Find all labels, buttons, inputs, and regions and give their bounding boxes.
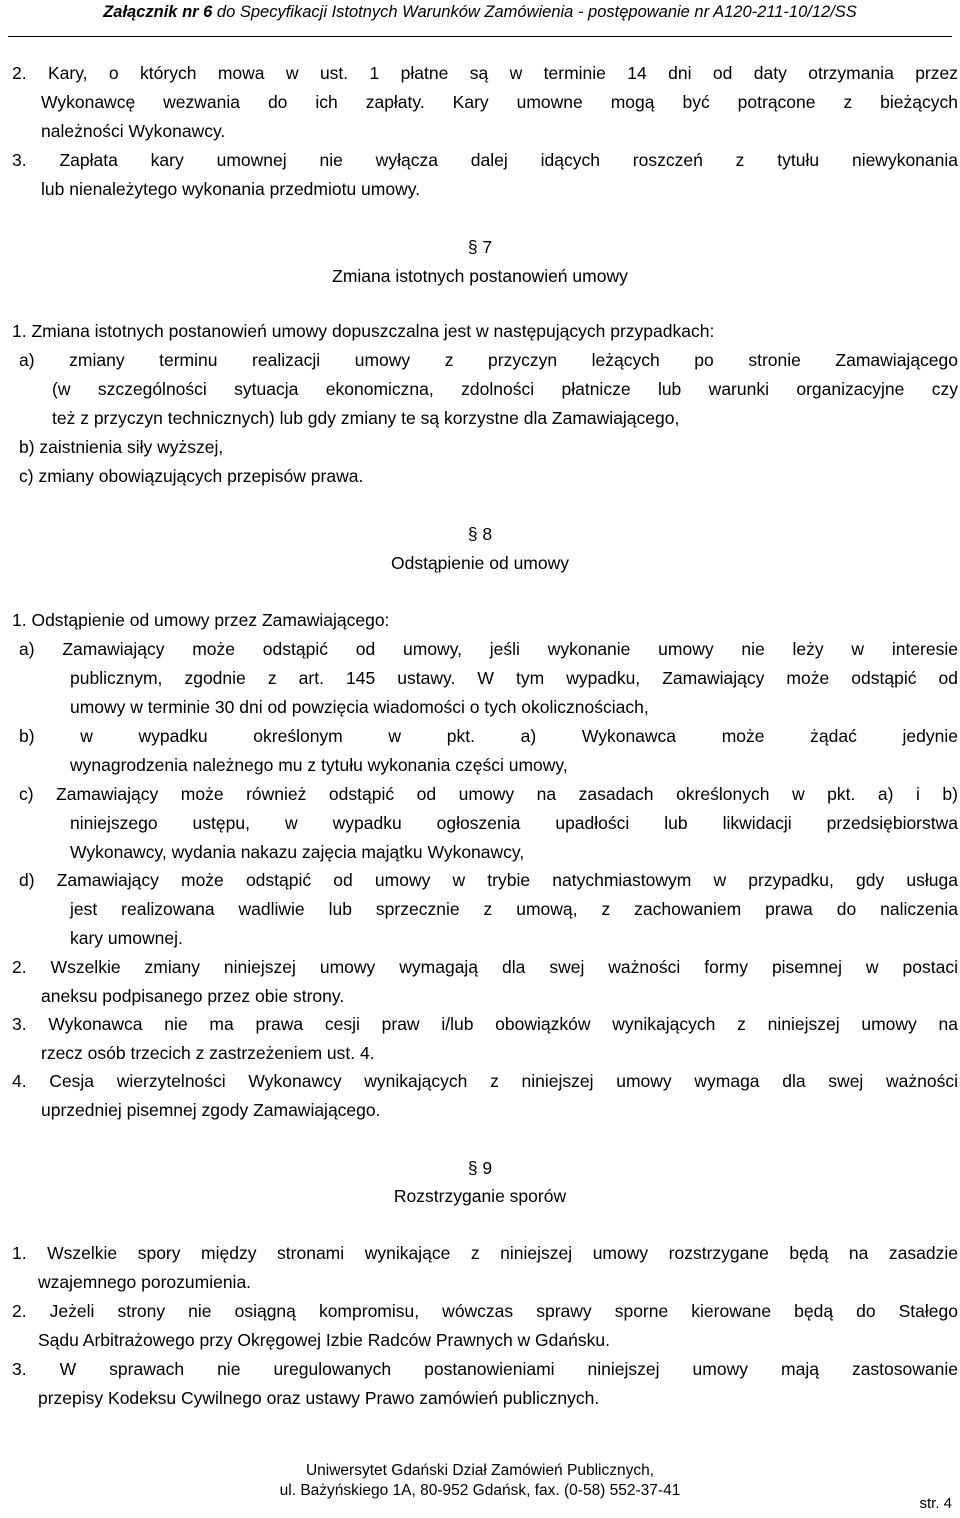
section-8-title: Odstąpienie od umowy bbox=[390, 553, 570, 573]
s9-p1-line1: 1. Wszelkie spory między stronami wynikające z niniejszej umowy rozstrzygane będą na zasadzie bbox=[12, 1243, 958, 1263]
s9-p3-line2: przepisy Kodeksu Cywilnego oraz ustawy Prawo zamówień publicznych. bbox=[38, 1388, 600, 1408]
s7-c: c) zmiany obowiązujących przepisów prawa. bbox=[19, 466, 364, 486]
section-7-title: Zmiana istotnych postanowień umowy bbox=[332, 266, 628, 286]
header-rule bbox=[8, 36, 952, 37]
s8-p2-line1: 2. Wszelkie zmiany niniejszej umowy wymagają dla swej ważności formy pisemnej w postaci bbox=[12, 957, 958, 977]
s8-p4-line2: uprzedniej pisemnej zgody Zamawiającego. bbox=[41, 1100, 381, 1120]
s8-p4-line1: 4. Cesja wierzytelności Wykonawcy wynikających z niniejszej umowy wymaga dla swej ważności bbox=[12, 1071, 958, 1091]
s8-d-line2: jest realizowana wadliwie lub sprzecznie z umową, z zachowaniem prawa do naliczenia bbox=[70, 899, 958, 919]
footer-line2: ul. Bażyńskiego 1A, 80-952 Gdańsk, fax. (0-58) 552-37-41 bbox=[279, 1482, 681, 1499]
s8-d-line1: d) Zamawiający może odstąpić od umowy w trybie natychmiastowym w przypadku, gdy usługa bbox=[19, 870, 958, 890]
s6-p2-line1: 2. Kary, o których mowa w ust. 1 płatne są w terminie 14 dni od daty otrzymania przez bbox=[12, 63, 958, 83]
page-header bbox=[0, 0, 960, 40]
section-7-number: § 7 bbox=[467, 237, 493, 257]
s8-p3-line2: rzecz osób trzecich z zastrzeżeniem ust. 4. bbox=[41, 1043, 375, 1063]
s9-p1-line2: wzajemnego porozumienia. bbox=[38, 1272, 252, 1292]
header-text bbox=[0, 3, 960, 22]
s7-p1: 1. Zmiana istotnych postanowień umowy dopuszczalna jest w następujących przypadkach: bbox=[12, 321, 715, 341]
s6-p3-line1: 3. Zapłata kary umownej nie wyłącza dalej idących roszczeń z tytułu niewykonania bbox=[12, 150, 958, 170]
s8-p3-line1: 3. Wykonawca nie ma prawa cesji praw i/lub obowiązków wynikających z niniejszej umowy na bbox=[12, 1014, 958, 1034]
s8-b-line2: wynagrodzenia należnego mu z tytułu wykonania części umowy, bbox=[70, 755, 568, 775]
s9-p2-line2: Sądu Arbitrażowego przy Okręgowej Izbie Radców Prawnych w Gdańsku. bbox=[38, 1330, 610, 1350]
s9-p3-line1: 3. W sprawach nie uregulowanych postanowieniami niniejszej umowy mają zastosowanie bbox=[12, 1359, 958, 1379]
s6-p2-line3: należności Wykonawcy. bbox=[41, 121, 226, 141]
s8-p1: 1. Odstąpienie od umowy przez Zamawiającego: bbox=[12, 610, 390, 630]
s7-b: b) zaistnienia siły wyższej, bbox=[19, 437, 224, 457]
s8-b-line1: b) w wypadku określonym w pkt. a) Wykonawca może żądać jedynie bbox=[19, 726, 958, 746]
page-number: str. 4 bbox=[919, 1495, 952, 1512]
section-9-title: Rozstrzyganie sporów bbox=[393, 1186, 567, 1206]
s6-p2-line2: Wykonawcę wezwania do ich zapłaty. Kary umowne mogą być potrącone z bieżących bbox=[41, 92, 958, 112]
header-spec-reference: do Specyfikacji Istotnych Warunków Zamówienia - postępowanie nr A120-211-10/12/SS bbox=[212, 3, 857, 21]
s8-d-line3: kary umownej. bbox=[70, 928, 183, 948]
s8-p2-line2: aneksu podpisanego przez obie strony. bbox=[41, 986, 345, 1006]
s7-a-line2: (w szczególności sytuacja ekonomiczna, zdolności płatnicze lub warunki organizacyjne czy bbox=[52, 379, 958, 399]
s9-p2-line1: 2. Jeżeli strony nie osiągną kompromisu, wówczas sprawy sporne kierowane będą do Stałego bbox=[12, 1301, 958, 1321]
header-annex-label: Załącznik nr 6 bbox=[103, 3, 213, 21]
s8-a-line2: publicznym, zgodnie z art. 145 ustawy. W tym wypadku, Zamawiający może odstąpić od bbox=[70, 668, 958, 688]
s7-a-line1: a) zmiany terminu realizacji umowy z przyczyn leżących po stronie Zamawiającego bbox=[19, 350, 958, 370]
s6-p3-line2: lub nienależytego wykonania przedmiotu umowy. bbox=[41, 179, 421, 199]
footer-line1: Uniwersytet Gdański Dział Zamówień Publicznych, bbox=[305, 1462, 655, 1479]
section-8-number: § 8 bbox=[467, 524, 493, 544]
s7-a-line3: też z przyczyn technicznych) lub gdy zmiany te są korzystne dla Zamawiającego, bbox=[52, 408, 680, 428]
s8-a-line1: a) Zamawiający może odstąpić od umowy, jeśli wykonanie umowy nie leży w interesie bbox=[19, 639, 958, 659]
section-9-number: § 9 bbox=[467, 1158, 493, 1178]
s8-c-line2: niniejszego ustępu, w wypadku ogłoszenia upadłości lub likwidacji przedsiębiorstwa bbox=[70, 813, 958, 833]
s8-c-line1: c) Zamawiający może również odstąpić od umowy na zasadach określonych w pkt. a) i b) bbox=[19, 784, 958, 804]
s8-c-line3: Wykonawcy, wydania nakazu zajęcia majątku Wykonawcy, bbox=[70, 842, 525, 862]
s8-a-line3: umowy w terminie 30 dni od powzięcia wiadomości o tych okolicznościach, bbox=[70, 697, 649, 717]
